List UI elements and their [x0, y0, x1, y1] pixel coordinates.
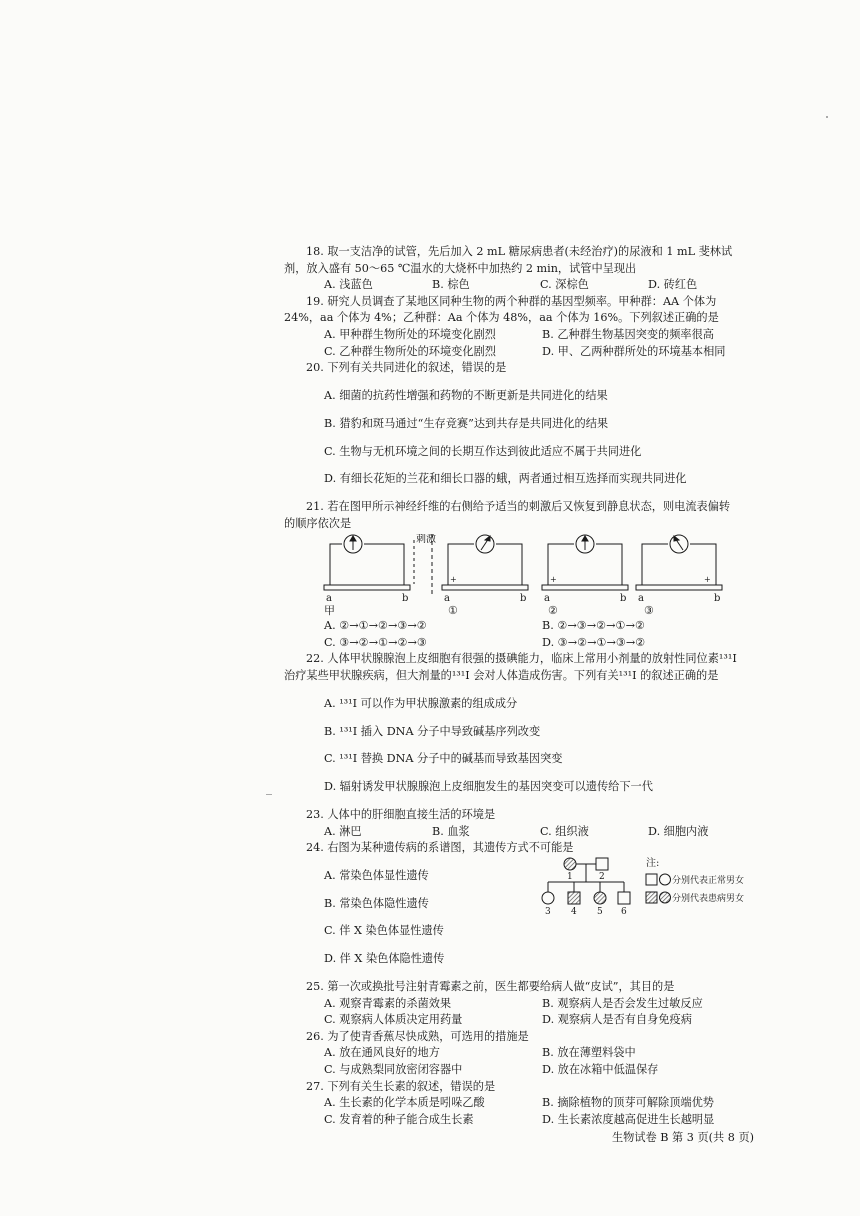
legend-normal-female [660, 874, 671, 885]
option-b: B. 摘除植物的顶芽可解除顶端优势 [542, 1096, 714, 1110]
wire-right [496, 544, 522, 585]
option-c: C. 发育着的种子能合成生长素 [324, 1112, 474, 1126]
option-a: A. 常染色体显性遗传 [324, 868, 429, 882]
question-text: 25. 第一次或换批号注射青霉素之前，医生都要给病人做“皮试”，其目的是 [306, 980, 675, 994]
option-c: C. 乙种群生物所处的环境变化剧烈 [324, 344, 496, 358]
needle-arrow-icon [485, 536, 490, 541]
question-text: 24. 右图为某种遗传病的系谱图，其遗传方式不可能是 [306, 841, 574, 855]
panel-jia [324, 534, 436, 604]
normal-male-2 [596, 858, 608, 870]
caption-3: ③ [644, 604, 654, 618]
option-a: A. 甲种群生物所处的环境变化剧烈 [324, 327, 496, 341]
legend-affected-text: 分别代表患病男女 [672, 894, 745, 905]
wire-right [596, 544, 622, 585]
normal-male-6 [618, 892, 630, 904]
panel-3 [636, 535, 722, 604]
option-a: A. 浅蓝色 [324, 278, 373, 292]
option-a: A. 观察青霉素的杀菌效果 [324, 996, 452, 1010]
label-a: a [444, 593, 450, 605]
option-c: C. 生物与无机环境之间的长期互作达到彼此适应不属于共同进化 [324, 444, 642, 458]
person-number: 3 [545, 907, 551, 918]
option-d: D. 辐射诱发甲状腺腺泡上皮细胞发生的基因突变可以遗传给下一代 [324, 780, 653, 794]
needle-arrow-icon [582, 536, 588, 541]
nerve-fiber-diagram [284, 534, 772, 604]
option-c: C. 伴 X 染色体显性遗传 [324, 924, 444, 938]
option-d: D. 甲、乙两种群所处的环境基本相同 [542, 344, 726, 358]
question-19 [284, 294, 772, 360]
plus-sign: + [450, 575, 457, 585]
option-c: C. 观察病人体质决定用药量 [324, 1013, 463, 1027]
option-d: D. 伴 X 染色体隐性遗传 [324, 952, 445, 966]
caption-2: ② [548, 604, 558, 618]
plus-sign: + [550, 575, 557, 585]
options-row [284, 327, 772, 344]
legend-normal-text: 分别代表正常男女 [672, 876, 745, 887]
stimulus-label: 刺激 [416, 534, 436, 546]
wire-left [642, 544, 668, 585]
legend-normal-male [646, 874, 657, 885]
options-row [284, 996, 772, 1013]
label-a: a [326, 593, 332, 605]
option-b: B. 猎豹和斑马通过“生存竞赛”达到共存是共同进化的结果 [324, 416, 609, 430]
question-text: 21. 若在图甲所示神经纤维的右侧给予适当的刺激后又恢复到静息状态，则电流表偏转 [306, 500, 731, 514]
options-row [284, 1062, 772, 1079]
option-b: B. ②→③→②→①→② [542, 619, 645, 633]
options-row [284, 635, 772, 652]
question-18 [284, 244, 772, 294]
option-a: A. ②→①→②→③→② [324, 619, 427, 633]
person-number: 1 [567, 872, 573, 883]
figure-captions [284, 604, 772, 618]
label-b: b [620, 593, 627, 605]
affected-female-5 [594, 892, 606, 904]
option-b: B. 观察病人是否会发生过敏反应 [542, 996, 703, 1010]
option-a: A. 放在通风良好的地方 [324, 1046, 440, 1060]
option-c: C. 组织液 [540, 824, 589, 838]
option-d: D. 砖红色 [648, 278, 698, 292]
option-b: B. 血浆 [432, 824, 470, 838]
label-a: a [544, 593, 550, 605]
legend-affected-male [646, 892, 657, 903]
person-number: 6 [621, 907, 627, 918]
question-23 [284, 807, 772, 840]
pedigree-chart [538, 856, 772, 928]
options-row [284, 1012, 772, 1029]
label-b: b [402, 593, 409, 605]
scan-speck [826, 116, 828, 118]
affected-male-4 [568, 892, 580, 904]
wire-right [364, 544, 404, 585]
label-b: b [714, 593, 721, 605]
question-20 [284, 360, 772, 488]
options-row [284, 1045, 772, 1062]
options-row [284, 1095, 772, 1112]
normal-female-3 [542, 892, 554, 904]
options-row [284, 618, 772, 635]
option-c: C. ③→②→①→②→③ [324, 635, 427, 649]
wire-right [690, 544, 716, 585]
nerve-fiber [324, 585, 410, 590]
page-footer: 生物试卷 B 第 3 页(共 8 页) [611, 1131, 754, 1145]
question-text: 的顺序依次是 [284, 516, 352, 530]
question-text: 27. 下列有关生长素的叙述，错误的是 [306, 1079, 496, 1093]
options-row [284, 344, 772, 361]
option-d: D. 有细长花矩的兰花和细长口器的蛾，两者通过相互选择而实现共同进化 [324, 472, 687, 486]
nerve-fiber [636, 585, 722, 590]
legend-affected-female [660, 892, 671, 903]
option-a: A. ¹³¹I 可以作为甲状腺激素的组成成分 [324, 696, 518, 710]
option-c: C. 与成熟梨同放密闭容器中 [324, 1063, 463, 1076]
option-a: A. 生长素的化学本质是吲哚乙酸 [324, 1096, 485, 1110]
needle-arrow-icon [674, 536, 679, 541]
wire-left [330, 544, 342, 585]
options-row [284, 824, 772, 841]
nerve-fiber [542, 585, 628, 590]
affected-female-1 [564, 858, 576, 870]
needle-arrow-icon [350, 536, 356, 541]
plus-sign: + [704, 575, 711, 585]
option-c: C. ¹³¹I 替换 DNA 分子中的碱基而导致基因突变 [324, 752, 563, 766]
options-row [284, 277, 772, 294]
person-number: 5 [597, 907, 603, 918]
question-text: 26. 为了使青香蕉尽快成熟，可选用的措施是 [306, 1029, 529, 1043]
option-b: B. 棕色 [432, 278, 470, 292]
scan-speck [266, 794, 272, 795]
panel-1 [442, 535, 528, 604]
question-27 [284, 1079, 772, 1129]
caption-jia: 甲 [324, 604, 335, 618]
caption-1: ① [448, 604, 458, 618]
question-text: 22. 人体甲状腺腺泡上皮细胞有很强的摄碘能力，临床上常用小剂量的放射性同位素¹³¹I [306, 652, 737, 666]
label-a: a [638, 593, 644, 605]
option-d: D. 观察病人是否有自身免疫病 [542, 1013, 692, 1027]
question-column [284, 244, 772, 1147]
option-d: D. 细胞内液 [648, 824, 709, 838]
option-a: A. 细菌的抗药性增强和药物的不断更新是共同进化的结果 [324, 388, 608, 402]
nerve-fiber [442, 585, 528, 590]
question-25 [284, 979, 772, 1029]
question-22 [284, 651, 772, 795]
legend-note: 注: [646, 858, 660, 870]
label-b: b [520, 593, 527, 605]
person-number: 4 [571, 907, 577, 918]
option-c: C. 深棕色 [540, 278, 589, 292]
question-text: 23. 人体中的肝细胞直接生活的环境是 [306, 807, 496, 821]
question-text: 24%，aa 个体为 4%；乙种群：Aa 个体为 48%，aa 个体为 16%。下列叙述正确的是 [284, 311, 719, 325]
option-b: B. 常染色体隐性遗传 [324, 896, 429, 910]
question-text: 20. 下列有关共同进化的叙述，错误的是 [306, 361, 507, 375]
question-text: 19. 研究人员调查了某地区同种生物的两个种群的基因型频率。甲种群：AA 个体为 [306, 294, 717, 308]
question-text: 治疗某些甲状腺疾病，但大剂量的¹³¹I 会对人体造成伤害。下列有关¹³¹I 的叙述正确的是 [284, 669, 719, 683]
option-d: D. 生长素浓度越高促进生长越明显 [542, 1112, 715, 1126]
option-b: B. 乙种群生物基因突变的频率很高 [542, 327, 714, 341]
question-24 [284, 840, 772, 968]
option-a: A. 淋巴 [324, 824, 362, 838]
panel-2 [542, 535, 628, 604]
question-text: 剂，放入盛有 50～65 ℃温水的大烧杯中加热约 2 min，试管中呈现出 [284, 261, 637, 275]
question-21 [284, 499, 772, 651]
option-b: B. ¹³¹I 插入 DNA 分子中导致碱基序列改变 [324, 724, 541, 738]
option-d: D. 放在冰箱中低温保存 [542, 1063, 659, 1076]
option-b: B. 放在薄塑料袋中 [542, 1046, 636, 1060]
nerve-fiber-figure [284, 534, 772, 604]
pedigree-diagram [538, 856, 772, 922]
options-row [284, 1112, 772, 1129]
question-26 [284, 1029, 772, 1079]
person-number: 2 [599, 872, 605, 883]
option-d: D. ③→②→①→③→② [542, 635, 646, 649]
question-text: 18. 取一支洁净的试管，先后加入 2 mL 糖尿病患者(未经治疗)的尿液和 1 mL 斐林试 [306, 245, 733, 258]
